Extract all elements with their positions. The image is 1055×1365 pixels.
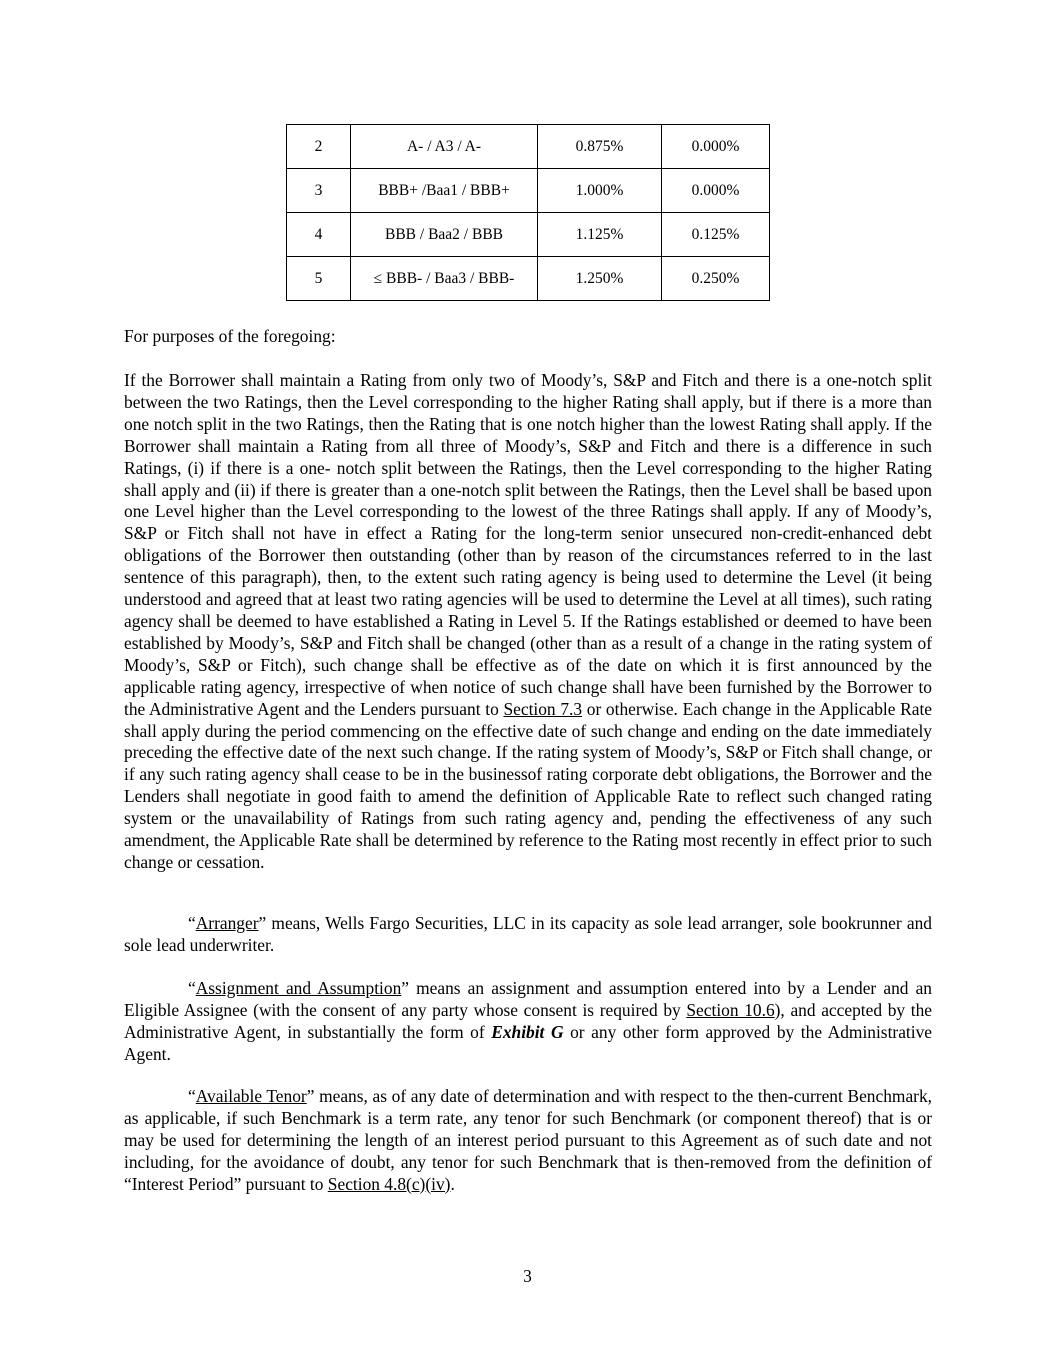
section-7-3-link[interactable]: Section 7.3 [503, 698, 583, 719]
arranger-definition [124, 913, 932, 957]
arranger-text: ” means, Wells Fargo Securities, LLC in its capacity as sole lead arranger, sole bookrunner and sole lead underwriter. [124, 913, 932, 955]
available-tenor-text1: ” means, as of any date of determination and with respect to the then-current Benchmark, as applicable, if such Benchmark is a term rate, any tenor for such Benchmark (or component thereof) that is or may be used for determining the length of an interest period pursuant to this Agreement as of such date and not including, for the avoidance of doubt, any tenor for such Benchmark that is then-removed from the definition of “Interest Period” pursuant to [124, 1086, 932, 1194]
rating-cell: BBB / Baa2 / BBB [351, 213, 538, 257]
available-tenor-definition [124, 1086, 932, 1196]
rate-cell: 0.125% [662, 213, 770, 257]
open-quote: “ [188, 1086, 196, 1106]
section-4-8-link[interactable]: Section 4.8(c)(iv) [327, 1173, 451, 1194]
rate-cell: 1.250% [538, 257, 662, 301]
level-cell: 4 [287, 213, 351, 257]
open-quote: “ [188, 978, 196, 998]
rate-cell: 0.000% [662, 125, 770, 169]
rate-cell: 0.000% [662, 169, 770, 213]
ratings-paragraph [124, 370, 932, 874]
ratings-text-part1: If the Borrower shall maintain a Rating from only two of Moody’s, S&P and Fitch and there is a one-notch split between the two Ratings, then the Level corresponding to the higher Rating shall apply, but if there is a more than one notch split in the two Ratings, then the Rating that is one notch higher than the lowest Rating shall apply. If the Borrower shall maintain a Rating from all three of Moody’s, S&P and Fitch and there is a difference in such Ratings, (i) if there is a one- notch split between the Ratings, then the Level corresponding to the higher Rating shall apply and (ii) if there is greater than a one-notch split between the Ratings, then the Level shall be based upon one Level higher than the Level corresponding to the lowest of the three Ratings shall apply. If any of Moody’s, S&P or Fitch shall not have in effect a Rating for the long-term senior unsecured non-credit-enhanced debt obligations of the Borrower then outstanding (other than by reason of the circumstances referred to in the last sentence of this paragraph), then, to the extent such rating agency is being used to determine the Level (it being understood and agreed that at least two rating agencies will be used to determine the Level at all times), such rating agency shall be deemed to have established a Rating in Level 5. If the Ratings established or deemed to have been established by Moody’s, S&P and Fitch shall be changed (other than as a result of a change in the rating system of Moody’s, S&P or Fitch), such change shall be effective as of the date on which it is first announced by the applicable rating agency, irrespective of when notice of such change shall have been furnished by the Borrower to the Administrative Agent and the Lenders pursuant to [124, 370, 932, 719]
open-quote: “ [188, 913, 196, 933]
rating-cell: BBB+ /Baa1 / BBB+ [351, 169, 538, 213]
arranger-term: Arranger [195, 913, 259, 933]
intro-line: For purposes of the foregoing: [124, 326, 336, 346]
rating-cell: A- / A3 / A- [351, 125, 538, 169]
table-row [287, 257, 770, 301]
available-tenor-text2: . [450, 1173, 455, 1194]
assignment-text1: ” means an assignment and assumption entered into by a Lender and an Eligible Assignee (with the consent of any party whose consent is required by [124, 978, 932, 1020]
ratings-text-part2: or otherwise. Each change in the Applicable Rate shall apply during the period commencing on the effective date of such change and ending on the date immediately preceding the effective date of the next such change. If the rating system of Moody’s, S&P or Fitch shall change, or if any such rating agency shall cease to be in the businessof rating corporate debt obligations, the Borrower and the Lenders shall negotiate in good faith to amend the definition of Applicable Rate to reflect such changed rating system or the unavailability of Ratings from such rating agency and, pending the effectiveness of any such amendment, the Applicable Rate shall be determined by reference to the Rating most recently in effect prior to such change or cessation. [124, 698, 933, 872]
level-cell: 5 [287, 257, 351, 301]
rate-cell: 0.875% [538, 125, 662, 169]
rating-cell: ≤ BBB- / Baa3 / BBB- [351, 257, 538, 301]
table-row [287, 213, 770, 257]
rate-cell: 1.125% [538, 213, 662, 257]
rate-cell: 1.000% [538, 169, 662, 213]
rate-cell: 0.250% [662, 257, 770, 301]
exhibit-g-ref: Exhibit G [491, 1021, 564, 1042]
available-tenor-term: Available Tenor [195, 1086, 307, 1106]
section-10-6-link[interactable]: Section 10.6 [686, 999, 775, 1020]
page-number: 3 [523, 1266, 532, 1286]
table-row [287, 169, 770, 213]
assignment-text3: or any other form approved by the Administrative Agent. [124, 1021, 932, 1064]
assignment-term: Assignment and Assumption [195, 978, 402, 998]
level-cell: 2 [287, 125, 351, 169]
level-cell: 3 [287, 169, 351, 213]
assignment-text2: ), and accepted by the Administrative Agent, in substantially the form of [124, 999, 932, 1042]
applicable-rate-table [286, 124, 770, 301]
assignment-definition [124, 978, 932, 1066]
table-row [287, 125, 770, 169]
